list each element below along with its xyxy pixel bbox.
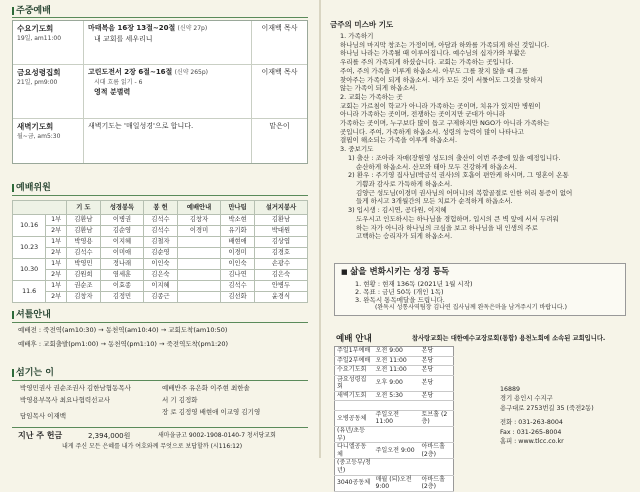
servers-cell — [177, 248, 220, 259]
schedule-time — [374, 459, 420, 475]
servers-title: 예배위원 — [12, 182, 51, 194]
prayer-title: 금주의 미스바 기도 — [330, 20, 394, 29]
schedule-table — [334, 346, 454, 492]
elders-title: 섬기는 이 — [12, 367, 54, 379]
servers-cell: 염세훈 — [100, 270, 143, 281]
schedule-name: (유년/초등부) — [335, 426, 374, 442]
shuttle-before: 예배전 : 죽전역(am10:30) → 동천역(am10:40) → 교회도착(am10:50) — [18, 326, 228, 334]
servers-cell: 김선화 — [221, 292, 255, 303]
schedule-place: 아바드홀(2층) — [419, 475, 453, 491]
servers-date: 10.30 — [13, 259, 46, 281]
prayer-line: 주여, 주의 가족을 이루게 하옵소서. 아무도 그를 찾지 않을 때 그를 — [340, 66, 529, 75]
servers-service: 1부 — [46, 215, 67, 226]
worship-time: 월~금, am5:30 — [17, 133, 61, 141]
servers-cell: 김원희 — [67, 270, 101, 281]
bible-goal: 2. 목표 : 금년 50독 (개인 1독) — [355, 287, 444, 296]
servers-cell: 김환남 — [67, 215, 101, 226]
servers-row — [13, 226, 308, 237]
servers-cell: 김석수 — [221, 281, 255, 292]
servers-cell: 이미애 — [100, 248, 143, 259]
divider — [12, 17, 308, 18]
schedule-time: 주일오전 9:00 — [374, 443, 420, 459]
servers-cell — [177, 292, 220, 303]
elders-line: 박영용부목사 최요나협력선교사 — [20, 396, 110, 404]
prayer-line: 아니라 가족하는 곳이며, 전쟁하는 곳이지만 군대가 아니라 — [340, 110, 506, 119]
servers-row — [13, 237, 308, 248]
servers-cell: 김은숙 — [254, 270, 307, 281]
prayer-line: 기쁨과 감사로 가득하게 하옵소서. — [356, 180, 453, 188]
servers-cell: 김창자 — [177, 215, 220, 226]
bible-status: 1. 현황 : 현재 136독 (2021년 1월 시작) — [355, 279, 473, 288]
schedule-name: (중고등부/청년) — [335, 459, 374, 475]
divider — [12, 322, 308, 323]
worship-scripture: 마태복음 16장 13절~20절 — [88, 24, 176, 32]
worship-note: 새벽기도는 '매일성경'으로 합니다. — [88, 122, 194, 130]
schedule-time: 오후 9:00 — [374, 375, 420, 391]
worship-row — [13, 119, 307, 163]
prayer-line: 도우시고 인도하시는 하나님을 경험하며, 입시의 큰 벽 앞에 서서 두려워 — [356, 214, 559, 223]
schedule-place: 본당 — [419, 366, 453, 376]
servers-table — [12, 200, 308, 303]
schedule-time: 오전 9:00 — [374, 347, 420, 357]
servers-cell: 배현애 — [221, 237, 255, 248]
prayer-line: 하는 자가 아니라 하나님의 크심을 보고 하나님을 내 인생의 주로 — [356, 223, 538, 232]
prayer-line: 하나님의 마지막 창조는 가정이며, 아담과 하와를 가족되게 하신 것입니다. — [340, 40, 550, 49]
servers-cell: 이인숙 — [144, 259, 178, 270]
servers-cell: 손광수 — [254, 259, 307, 270]
servers-cell: 김나연 — [221, 270, 255, 281]
address-line: 경기 용인시 수지구 — [500, 395, 553, 403]
schedule-name: 새벽기도회 — [335, 391, 374, 401]
schedule-row — [335, 410, 454, 426]
prayer-section — [330, 20, 630, 241]
servers-cell: 김철자 — [144, 237, 178, 248]
servers-service: 2부 — [46, 248, 67, 259]
servers-cell: 김순영 — [144, 248, 178, 259]
prayer-line: 1) 출산 : 조아라 자매(장원영 성도)의 출산이 이번 주중에 있을 예정입니다. — [348, 153, 561, 162]
schedule-row — [335, 356, 454, 366]
divider — [12, 195, 308, 196]
servers-date: 11.6 — [13, 281, 46, 303]
servers-cell — [177, 237, 220, 248]
elders-role: 장 로 김정영 배현애 이교영 김기영 — [162, 408, 261, 416]
phone: 전화 : 031-263-8004 — [500, 419, 563, 427]
col-header: 만나팀 — [221, 201, 255, 215]
schedule-place — [419, 401, 453, 411]
schedule-row — [335, 401, 454, 411]
elders-role: 예배반주 유은화 이주현 최한솔 — [162, 384, 250, 392]
servers-service: 1부 — [46, 259, 67, 270]
schedule-place: 본당 — [419, 375, 453, 391]
servers-cell: 이효종 — [100, 281, 143, 292]
offering-account: 새마을금고 9002-1908-0140-7 청서당교회 — [158, 432, 276, 439]
servers-cell: 안병두 — [254, 281, 307, 292]
schedule-row — [335, 459, 454, 475]
col-header: 설거지봉사 — [254, 201, 307, 215]
worship-scripture: 고린도전서 2장 6절~16절 — [88, 68, 173, 76]
schedule-time: 오전 11:00 — [374, 366, 420, 376]
servers-cell: 김환남 — [254, 215, 307, 226]
servers-service: 2부 — [46, 292, 67, 303]
prayer-line: 찾아주는 가족이 되게 하옵소서. 내가 모든 것이 서툴어도 그것을 탓하지 — [340, 75, 543, 84]
servers-header-row — [13, 201, 308, 215]
servers-cell: 윤경식 — [254, 292, 307, 303]
worship-sermon-title: 내 교회를 세우리니 — [94, 34, 153, 43]
servers-row — [13, 270, 308, 281]
elders-pastor: 담임목사 이재백 — [20, 412, 67, 420]
worship-time: 21일, pm9:00 — [17, 79, 58, 87]
prayer-line: 2) 환우 : 주기영 집사님(박금석 권사)의 호흡이 편안케 하시며, 그 영혼이 온통 — [348, 171, 569, 180]
offering-amount: 2,394,000원 — [88, 432, 131, 440]
servers-cell: 김상엽 — [254, 237, 307, 248]
servers-date: 10.16 — [13, 215, 46, 237]
schedule-title: 예배 안내 — [336, 334, 372, 344]
prayer-line: 들게 하시고 3개월간의 모든 치료가 순적하게 하옵소서. — [356, 197, 513, 206]
servers-cell: 이지혜 — [144, 281, 178, 292]
offering-label: 지난 주 헌금 — [18, 431, 63, 440]
church-address — [500, 385, 625, 447]
schedule-place: 아바드홀(2층) — [419, 443, 453, 459]
servers-service: 2부 — [46, 270, 67, 281]
schedule-name: 주일2부예배 — [335, 356, 374, 366]
bible-medal: 3. 완독시 통독메달을 드립니다. — [355, 295, 445, 304]
schedule-place: 토브홀 (2층) — [419, 410, 453, 426]
worship-series: 시대 흐름 읽기 - 6 — [94, 78, 143, 86]
col-header: 성경봉독 — [100, 201, 143, 215]
servers-cell: 박영용 — [67, 237, 101, 248]
worship-row — [13, 65, 307, 119]
schedule-place: 본당 — [419, 391, 453, 401]
bible-note: (완독시 성통사역팀장 김나연 집사님께 완독은마을 남겨주시기 바랍니다.) — [375, 304, 567, 311]
offering-verse: 내게 주신 모든 은혜를 내가 여호와께 무엇으로 보답할까 (시116:12) — [62, 443, 243, 450]
shuttle-after: 예배후 : 교회출발(pm1:00) → 동천역(pm1:10) → 죽전역도착(pm1:20) — [18, 340, 229, 348]
prayer-line: 곳입니다. 주여, 가족하게 하옵소서. 성령의 능력이 많이 나타나고 — [340, 127, 524, 136]
worship-scripture-page: (신약 265p) — [174, 69, 209, 76]
servers-row — [13, 292, 308, 303]
prayer-line: 결핍이 해소되는 가족을 이루게 하옵소서. — [340, 136, 458, 145]
servers-cell: 김순영 — [100, 226, 143, 237]
elders-role: 서 기 김정화 — [162, 396, 198, 404]
servers-row — [13, 259, 308, 270]
schedule-place: 본당 — [419, 356, 453, 366]
schedule-name: 주일1부예배 — [335, 347, 374, 357]
schedule-row — [335, 366, 454, 376]
schedule-row — [335, 391, 454, 401]
prayer-line: 김양근 성도님(이경미 권사님의 어머니)의 복합골절로 인한 허리 통증이 없어 — [356, 188, 573, 197]
servers-row — [13, 248, 308, 259]
prayer-line: 고백하는 승리자가 되게 하옵소서. — [356, 232, 453, 241]
schedule-time: 오전 11:00 — [374, 356, 420, 366]
schedule-place: 본당 — [419, 347, 453, 357]
servers-date: 10.23 — [13, 237, 46, 259]
weekday-worship-table — [12, 20, 308, 164]
schedule-name: 오병공동체 — [335, 410, 374, 426]
servers-cell — [177, 281, 220, 292]
prayer-line: 우리를 주의 가족되게 하셨습니다. 교회는 가족하는 곳입니다. — [340, 58, 514, 67]
schedule-name: 3040공동체 — [335, 475, 374, 491]
servers-cell: 김환남 — [67, 226, 101, 237]
schedule-row — [335, 475, 454, 491]
divider — [12, 427, 308, 428]
prayer-line: 순산하게 하옵소서. 산모와 태아 모두 건강하게 하옵소서. — [356, 162, 517, 171]
worship-name: 새벽기도회 — [17, 122, 54, 131]
worship-leader: 맡은이 — [251, 119, 307, 163]
worship-sermon-title: 영적 분별력 — [94, 88, 131, 97]
servers-cell: 이인숙 — [221, 259, 255, 270]
servers-service: 1부 — [46, 281, 67, 292]
prayer-line: 3) 입시생 : 김시연, 공다원, 이지혜 — [348, 206, 447, 215]
servers-cell: 김석수 — [67, 248, 101, 259]
left-page — [0, 0, 320, 458]
servers-row — [13, 281, 308, 292]
elders-line: 박영민권사 권순조권사 김한남협동목사 — [20, 384, 131, 392]
servers-cell: 김석수 — [144, 215, 178, 226]
servers-cell: 김창자 — [67, 292, 101, 303]
prayer-line: 않는 가족이 되게 하옵소서. — [340, 84, 418, 93]
schedule-row — [335, 375, 454, 391]
servers-cell — [177, 259, 220, 270]
fax: Fax : 031-265-8004 — [500, 428, 562, 436]
servers-cell: 이지혜 — [100, 237, 143, 248]
shuttle-title: 셔틀안내 — [12, 309, 51, 321]
servers-cell: 김정민 — [100, 292, 143, 303]
servers-cell: 유기화 — [221, 226, 255, 237]
col-header: 기 도 — [67, 201, 101, 215]
servers-cell: 권순조 — [67, 281, 101, 292]
worship-name: 금요성령집회 — [17, 68, 61, 77]
prayer-line: 가족하는 곳이며, 누구보다 많이 돕고 구제하지만 NGO가 아니라 가족하는 — [340, 119, 550, 128]
postcode: 16889 — [500, 386, 521, 393]
website[interactable]: 홈피 : www.tlcc.co.kr — [500, 438, 564, 446]
col-header: 예배안내 — [177, 201, 220, 215]
schedule-tagline: 참사랑교회는 대한예수교장로회(통합) 용천노회에 소속된 교회입니다. — [412, 335, 606, 342]
servers-cell: 이경미 — [177, 226, 220, 237]
schedule-place — [419, 426, 453, 442]
prayer-heading: 2. 교회는 가족하는 곳 — [340, 92, 403, 101]
worship-name: 수요기도회 — [17, 24, 54, 33]
col-header: 봉 헌 — [144, 201, 178, 215]
schedule-name: 금요성령집회 — [335, 375, 374, 391]
servers-service: 1부 — [46, 237, 67, 248]
schedule-row — [335, 443, 454, 459]
servers-cell: 정나래 — [100, 259, 143, 270]
schedule-time: 매월 (되)오전 9:00 — [374, 475, 420, 491]
weekday-worship-title: 주중예배 — [12, 5, 51, 17]
schedule-time — [374, 426, 420, 442]
divider — [12, 380, 308, 381]
schedule-row — [335, 426, 454, 442]
servers-cell: 이병권 — [100, 215, 143, 226]
servers-cell: 김은숙 — [144, 270, 178, 281]
prayer-line: 하나님 나라는 가족될 때 이루어집니다. 예수님의 십자가와 부활은 — [340, 49, 527, 58]
schedule-time: 주일오전 11:00 — [374, 410, 420, 426]
worship-time: 19일, am11:00 — [17, 35, 62, 43]
worship-row — [13, 21, 307, 65]
schedule-name: 수요기도회 — [335, 366, 374, 376]
servers-service: 2부 — [46, 226, 67, 237]
servers-cell: 박소현 — [221, 215, 255, 226]
servers-cell: 박영민 — [67, 259, 101, 270]
schedule-time — [374, 401, 420, 411]
worship-leader: 이재백 목사 — [251, 21, 307, 64]
servers-cell: 박대원 — [254, 226, 307, 237]
schedule-place — [419, 459, 453, 475]
schedule-name — [335, 401, 374, 411]
schedule-time: 오전 5:30 — [374, 391, 420, 401]
servers-row — [13, 215, 308, 226]
prayer-heading: 1. 가족하기 — [340, 32, 374, 41]
address-line: 용구대로 2753번길 35 (죽전2동) — [500, 404, 594, 412]
worship-scripture-page: (신약 27p) — [177, 25, 208, 32]
prayer-line: 교회는 가르침이 학교가 아니라 가족하는 곳이며, 치유가 있지만 병원이 — [340, 101, 541, 110]
schedule-row — [335, 347, 454, 357]
servers-cell — [177, 270, 220, 281]
schedule-name: 다니엘공동체 — [335, 443, 374, 459]
prayer-heading: 3. 중보기도 — [340, 145, 374, 154]
bible-title: ■ 삶을 변화시키는 성경 통독 — [341, 267, 619, 278]
worship-leader: 이재백 목사 — [251, 65, 307, 118]
servers-cell: 김석수 — [144, 226, 178, 237]
servers-cell: 김종근 — [144, 292, 178, 303]
servers-cell: 이경미 — [221, 248, 255, 259]
bible-reading-box — [334, 263, 626, 316]
servers-cell: 김경호 — [254, 248, 307, 259]
